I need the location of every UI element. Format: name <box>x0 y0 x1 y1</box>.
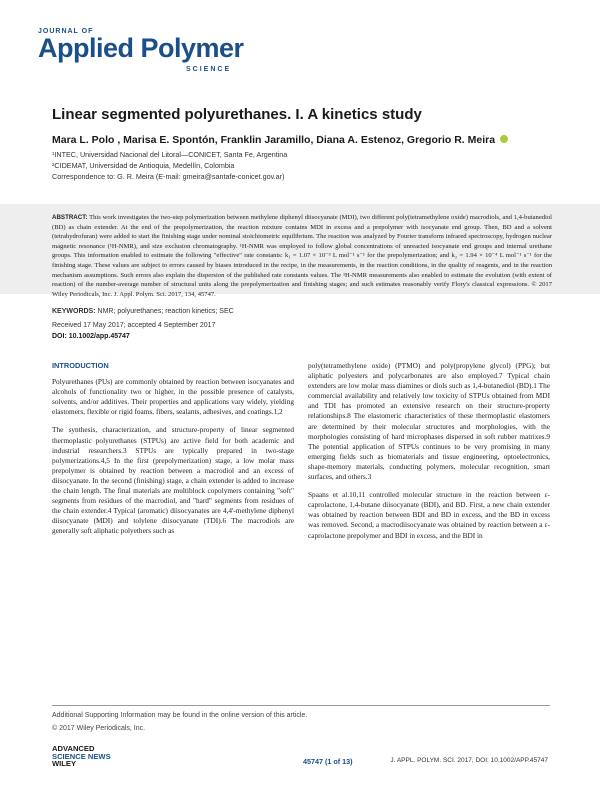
paragraph: The synthesis, characterization, and structure-property of linear segmented thermoplastic polyurethanes (STPUs) are active field for both academic and industrial researchers.3 STPUs are typically prepared in two-stage polymerizations.4,5 In the first (prepolymerization) stage, a low molar mass prepolymer is obtained by reaction between a macrodiol and an excess of diisocyanate. In the second (finishing) stage, a chain extender is added to increase the chain length. The final materials are multiblock copolymers containing "soft" segments from residues of the macrodiol, and "hard" segments from residues of the chain extender.4 Typical (aromatic) diisocyanates are 4,4'-methylene diphenyl diisocyanate (MDI) and tolylene diisocyanate (TDI).6 The macrodiols are generally soft aliphatic polyethers such as <box>52 425 294 536</box>
keywords-list: NMR; polyurethanes; reaction kinetics; SEC <box>97 308 234 315</box>
publisher-line-3: WILEY <box>52 759 77 769</box>
authors-text: Mara L. Polo , Marisa E. Spontón, Franklin Jaramillo, Diana A. Estenoz, Gregorio R. Meira <box>52 134 496 146</box>
journal-prefix: JOURNAL OF <box>38 28 94 35</box>
article-title: Linear segmented polyurethanes. I. A kinetics study <box>52 106 422 123</box>
supporting-info-note: Additional Supporting Information may be found in the online version of this article. <box>52 712 308 719</box>
correspondence: Correspondence to: G. R. Meira (E-mail: gmeira@santafe-conicet.gov.ar) <box>52 172 285 181</box>
publisher-line-2: SCIENCE NEWS <box>52 751 111 761</box>
affiliation-2: ²CIDEMAT, Universidad de Antioquia, Medellín, Colombia <box>52 161 235 170</box>
abstract-label: ABSTRACT: <box>52 214 88 221</box>
journal-logo <box>38 28 278 88</box>
paragraph: Spaans et al.10,11 controlled molecular structure in the reaction between ε-caprolactone, 1,4-butane diisocyanate (BDI), and BD. First, a new chain extender was obtained by reaction between BDI and BD in excess, and the BD in excess was removed. Second, a macrodiisocyanate was obtained by reaction between a ε-caprolactone prepolymer and BDI in excess, and the BDI in <box>308 490 550 540</box>
keywords-label: KEYWORDS: <box>52 308 96 315</box>
orcid-icon[interactable] <box>500 135 508 143</box>
abstract-body: This work investigates the two-step polymerization between methylene diphenyl diisocyanate (MDI), two different poly(tetramethylene oxide) macrodiols, and 1,4-butanediol (BD) as chain extender. At the end of the prepolymerization, the reaction mixture contains MDI in excess and a prepolymer with isocyanate end group. Then, BD and a solvent (tetrahydrofuran) were added to start the finishing stage under nominal stoichiometric equilibrium. The reaction was analyzed by Fourier transform infrared spectroscopy, hydrogen nuclear magnetic resonance (¹H-NMR), and size exclusion chromatography. ¹H-NMR was employed to follow global concentrations of unreacted isocyanate end groups and internal urethane groups. This information enabled to estimate the following "effective" rate constants: k₁ = 1.07 × 10⁻³ L mol⁻¹ s⁻¹ for the prepolymerization; and k₂ = 1.94 × 10⁻⁴ L mol⁻¹ s⁻¹ for the finishing stage. These values are subject to errors caused by biases introduced in the recipe, in the measurements, in the reaction conditions, in the quality of reagents, and in the reaction mechanism assumptions. Such errors also explain the dispersion of the published rate constants values. The ¹H-NMR measurements also enabled to estimate the evolution (with extent of reaction) of the number-average number of structural units along the prepolymerization and finishing stages; and such estimates reasonably verify Flory's classical expressions. © 2017 Wiley Periodicals, Inc. J. Appl. Polym. Sci. 2017, 134, 45747. <box>52 214 553 298</box>
keywords <box>52 308 234 315</box>
journal-suffix: SCIENCE <box>186 66 232 73</box>
body-column-right <box>308 361 550 549</box>
publisher-line-1: ADVANCED <box>52 744 95 753</box>
paragraph: Polyurethanes (PUs) are commonly obtained by reaction between isocyanates and alcohols of functionality two or higher, in the possible presence of catalysts, solvents, and/or additives. Their properties and applications vary widely, yielding elastomers, flexible or rigid foams, fibers, sealants, adhesives, and coatings.1,2 <box>52 377 294 417</box>
publisher-logo <box>52 745 112 773</box>
section-heading: INTRODUCTION <box>52 361 109 370</box>
journal-name: Applied Polymer <box>38 33 244 63</box>
paragraph: poly(tetramethylene oxide) (PTMO) and poly(propylene glycol) (PPG); but aliphatic polyesters and polycarbonates are also employed.7 Typical chain extenders are low molar mass diamines or diols such as 1,4-butanediol (BD).1 The commercial availability and relatively low toxicity of STPUs obtained from MDI and TDI has promoted an extensive research on their structure-property relationships.8 The elastomeric characteristics of these thermoplastic elastomers are determined by their molecular structures and morphologies, with the morphologies consisting of hard microphases dispersed in soft rubber matrixes.9 The potential application of STPUs continues to be very promising in many emerging fields such as biomaterials and tissue engineering, optoelectronics, shape-memory materials, conducting polymers, molecular recognition, smart surfaces, and others.3 <box>308 361 550 482</box>
author-list <box>52 134 509 146</box>
body-column-left <box>52 361 294 545</box>
doi-link[interactable]: DOI: 10.1002/app.45747 <box>52 333 130 340</box>
footer-divider <box>52 705 550 706</box>
copyright: © 2017 Wiley Periodicals, Inc. <box>52 725 146 732</box>
affiliation-1: ¹INTEC, Universidad Nacional del Litoral—CONICET, Santa Fe, Argentina <box>52 150 288 159</box>
abstract <box>52 213 552 299</box>
page-number: 45747 (1 of 13) <box>303 757 353 766</box>
received-dates: Received 17 May 2017; accepted 4 September 2017 <box>52 322 216 329</box>
running-footer: J. APPL. POLYM. SCI. 2017, DOI: 10.1002/APP.45747 <box>390 757 548 764</box>
